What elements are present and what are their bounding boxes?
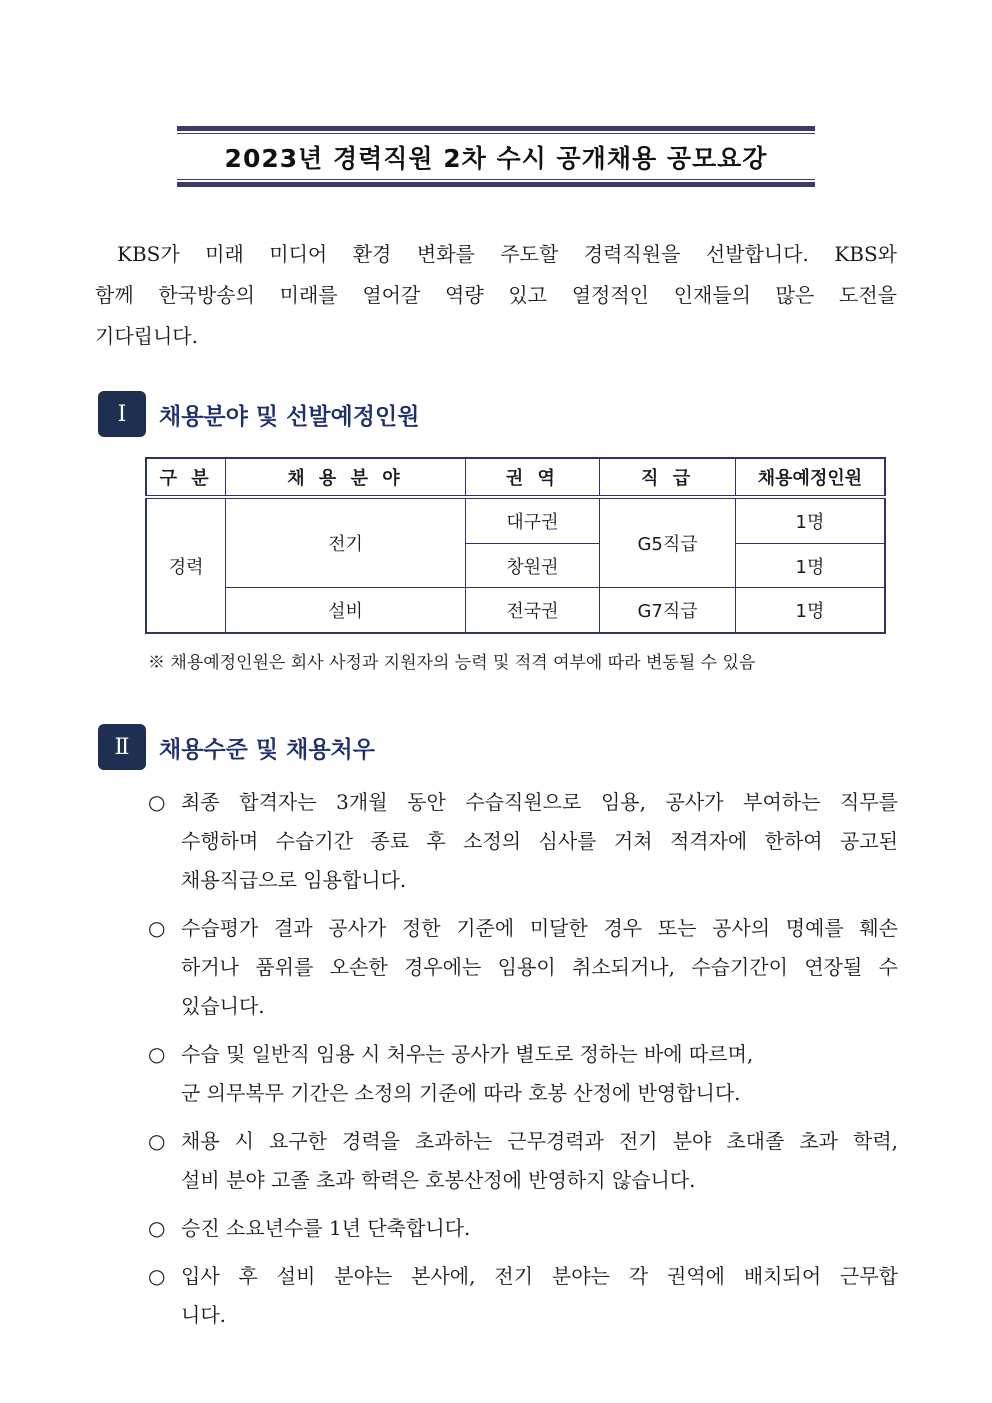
circle-bullet-icon: ○ — [148, 1129, 166, 1153]
cell-field: 전기 — [226, 497, 465, 588]
cell-count: 1명 — [735, 588, 885, 633]
bullet-line: 승진 소요년수를 1년 단축합니다. — [181, 1216, 471, 1240]
bullet-line: 니다. — [181, 1303, 226, 1327]
cell-count: 1명 — [735, 543, 885, 588]
bullet-line: 수행하며 수습기간 종료 후 소정의 심사를 거쳐 적격자에 한하여 공고된 — [181, 829, 898, 853]
intro-paragraph — [95, 234, 897, 357]
table-row — [146, 497, 885, 543]
section-title: 채용수준 및 채용처우 — [159, 736, 375, 763]
bullet-line: 수습 및 일반직 임용 시 처우는 공사가 별도로 정하는 바에 따르며, — [181, 1042, 754, 1066]
list-item — [148, 1257, 898, 1335]
section-1-header — [98, 391, 419, 437]
bullet-line: 입사 후 설비 분야는 본사에, 전기 분야는 각 권역에 배치되어 근무합 — [181, 1264, 898, 1288]
circle-bullet-icon: ○ — [148, 916, 166, 940]
bullet-line: 하거나 품위를 오손한 경우에는 임용이 취소되거나, 수습기간이 연장될 수 — [181, 955, 898, 979]
cell-category: 경력 — [146, 497, 226, 633]
cell-grade: G5직급 — [600, 497, 736, 588]
table-header-row — [146, 458, 885, 497]
cell-region: 전국권 — [465, 588, 600, 633]
header-category: 구 분 — [146, 458, 226, 497]
intro-line: 함께 한국방송의 미래를 열어갈 역량 있고 열정적인 인재들의 많은 도전을 — [95, 283, 897, 307]
list-item — [148, 1122, 898, 1200]
list-item — [148, 909, 898, 1026]
recruitment-table — [145, 457, 886, 634]
document-title: 2023년 경력직원 2차 수시 공개채용 공모요강 — [224, 143, 768, 173]
circle-bullet-icon: ○ — [148, 790, 166, 814]
list-item — [148, 1035, 898, 1113]
bullet-line: 채용 시 요구한 경력을 초과하는 근무경력과 전기 분야 초대졸 초과 학력, — [181, 1129, 898, 1153]
table-footnote: ※ 채용예정인원은 회사 사정과 지원자의 능력 및 적격 여부에 따라 변동될 수 있음 — [148, 653, 756, 673]
bullet-line: 수습평가 결과 공사가 정한 기준에 미달한 경우 또는 공사의 명예를 훼손 — [181, 916, 898, 940]
list-item — [148, 783, 898, 900]
table-row — [146, 588, 885, 633]
intro-line: KBS가 미래 미디어 환경 변화를 주도할 경력직원을 선발합니다. KBS와 — [117, 242, 897, 266]
header-region: 권 역 — [465, 458, 600, 497]
intro-line: 기다립니다. — [95, 324, 198, 348]
section-number-badge: Ⅱ — [98, 724, 146, 770]
bullet-list — [148, 783, 898, 1344]
document-title-box — [177, 126, 815, 187]
cell-region: 창원권 — [465, 543, 600, 588]
circle-bullet-icon: ○ — [148, 1042, 166, 1066]
header-count: 채용예정인원 — [735, 458, 885, 497]
header-grade: 직 급 — [600, 458, 736, 497]
cell-grade: G7직급 — [600, 588, 736, 633]
header-field: 채 용 분 야 — [226, 458, 465, 497]
cell-count: 1명 — [735, 497, 885, 543]
list-item — [148, 1209, 898, 1248]
section-number-badge: Ⅰ — [98, 391, 146, 437]
bullet-line: 설비 분야 고졸 초과 학력은 호봉산정에 반영하지 않습니다. — [181, 1168, 696, 1192]
cell-field: 설비 — [226, 588, 465, 633]
section-2-header — [98, 724, 375, 770]
bullet-line: 최종 합격자는 3개월 동안 수습직원으로 임용, 공사가 부여하는 직무를 — [181, 790, 898, 814]
section-title: 채용분야 및 선발예정인원 — [159, 403, 420, 430]
cell-region: 대구권 — [465, 497, 600, 543]
bullet-line: 군 의무복무 기간은 소정의 기준에 따라 호봉 산정에 반영합니다. — [181, 1081, 741, 1105]
bullet-line: 채용직급으로 임용합니다. — [181, 868, 407, 892]
bullet-line: 있습니다. — [181, 994, 265, 1018]
circle-bullet-icon: ○ — [148, 1264, 166, 1288]
circle-bullet-icon: ○ — [148, 1216, 166, 1240]
